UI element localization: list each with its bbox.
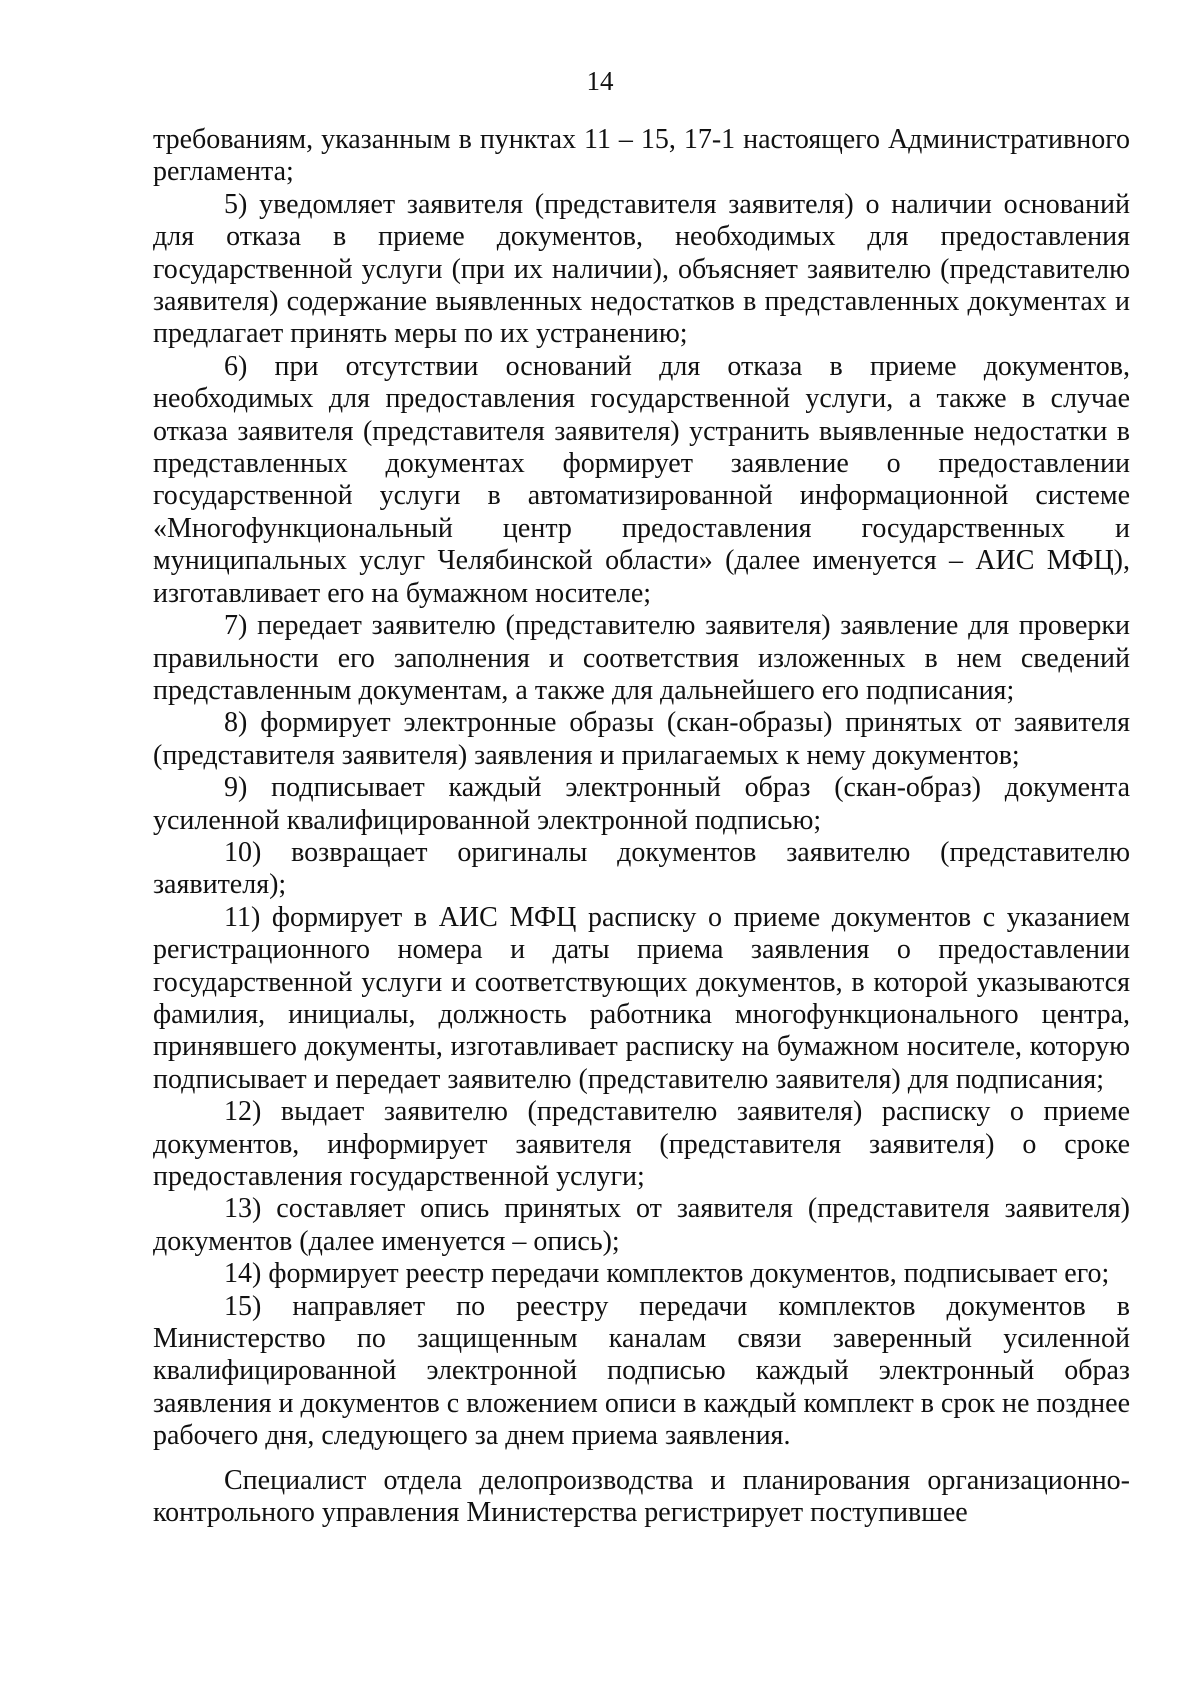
paragraph-continuation: требованиям, указанным в пунктах 11 – 15, 17-1 настоящего Административного регламента;	[153, 124, 1130, 188]
document-body	[153, 124, 1130, 1529]
page-number: 14	[586, 66, 614, 96]
paragraph-item-14: 14) формирует реестр передачи комплектов документов, подписывает его;	[224, 1258, 1110, 1290]
paragraph-item-9: 9) подписывает каждый электронный образ (скан-образ) документа усиленной квалифицированной электронной подписью;	[153, 772, 1130, 836]
paragraph-item-8: 8) формирует электронные образы (скан-образы) принятых от заявителя (представителя заявителя) заявления и прилагаемых к нему документов;	[153, 707, 1130, 771]
paragraph-item-12: 12) выдает заявителю (представителю заявителя) расписку о приеме документов, информирует заявителя (представителя заявителя) о сроке предоставления государственной услуги;	[153, 1096, 1130, 1192]
paragraph-specialist: Специалист отдела делопроизводства и планирования организационно-контрольного управления Министерства регистрирует поступившее	[153, 1464, 1130, 1529]
paragraph-item-11: 11) формирует в АИС МФЦ расписку о приеме документов с указанием регистрационного номера и даты приема заявления о предоставлении государственной услуги и соответствующих документов, в которой указываются фамилия, инициалы, должность работника многофункционального центра, принявшего документы, изготавливает расписку на бумажном носителе, которую подписывает и передает заявителю (представителю заявителя) для подписания;	[153, 901, 1130, 1095]
paragraph-item-15: 15) направляет по реестру передачи комплектов документов в Министерство по защищенным каналам связи заверенный усиленной квалифицированной электронной подписью каждый электронный образ заявления и документов с вложением описи в каждый комплект в срок не позднее рабочего дня, следующего за днем приема заявления.	[153, 1290, 1130, 1452]
paragraph-item-7: 7) передает заявителю (представителю заявителя) заявление для проверки правильности его заполнения и соответствия изложенных в нем сведений представленным документам, а также для дальнейшего его подписания;	[153, 610, 1130, 706]
paragraph-item-5: 5) уведомляет заявителя (представителя заявителя) о наличии оснований для отказа в приеме документов, необходимых для предоставления государственной услуги (при их наличии), объясняет заявителю (представителю заявителя) содержание выявленных недостатков в представленных документах и предлагает принять меры по их устранению;	[153, 188, 1130, 350]
paragraph-item-6: 6) при отсутствии оснований для отказа в приеме документов, необходимых для предоставления государственной услуги, а также в случае отказа заявителя (представителя заявителя) устранить выявленные недостатки в представленных документах формирует заявление о предоставлении государственной услуги в автоматизированной информационной системе «Многофункциональный центр предоставления государственных и муниципальных услуг Челябинской области» (далее именуется – АИС МФЦ), изготавливает его на бумажном носителе;	[153, 350, 1130, 609]
paragraph-item-13: 13) составляет опись принятых от заявителя (представителя заявителя) документов (далее именуется – опись);	[153, 1193, 1130, 1257]
paragraph-item-10: 10) возвращает оригиналы документов заявителю (представителю заявителя);	[153, 836, 1130, 901]
